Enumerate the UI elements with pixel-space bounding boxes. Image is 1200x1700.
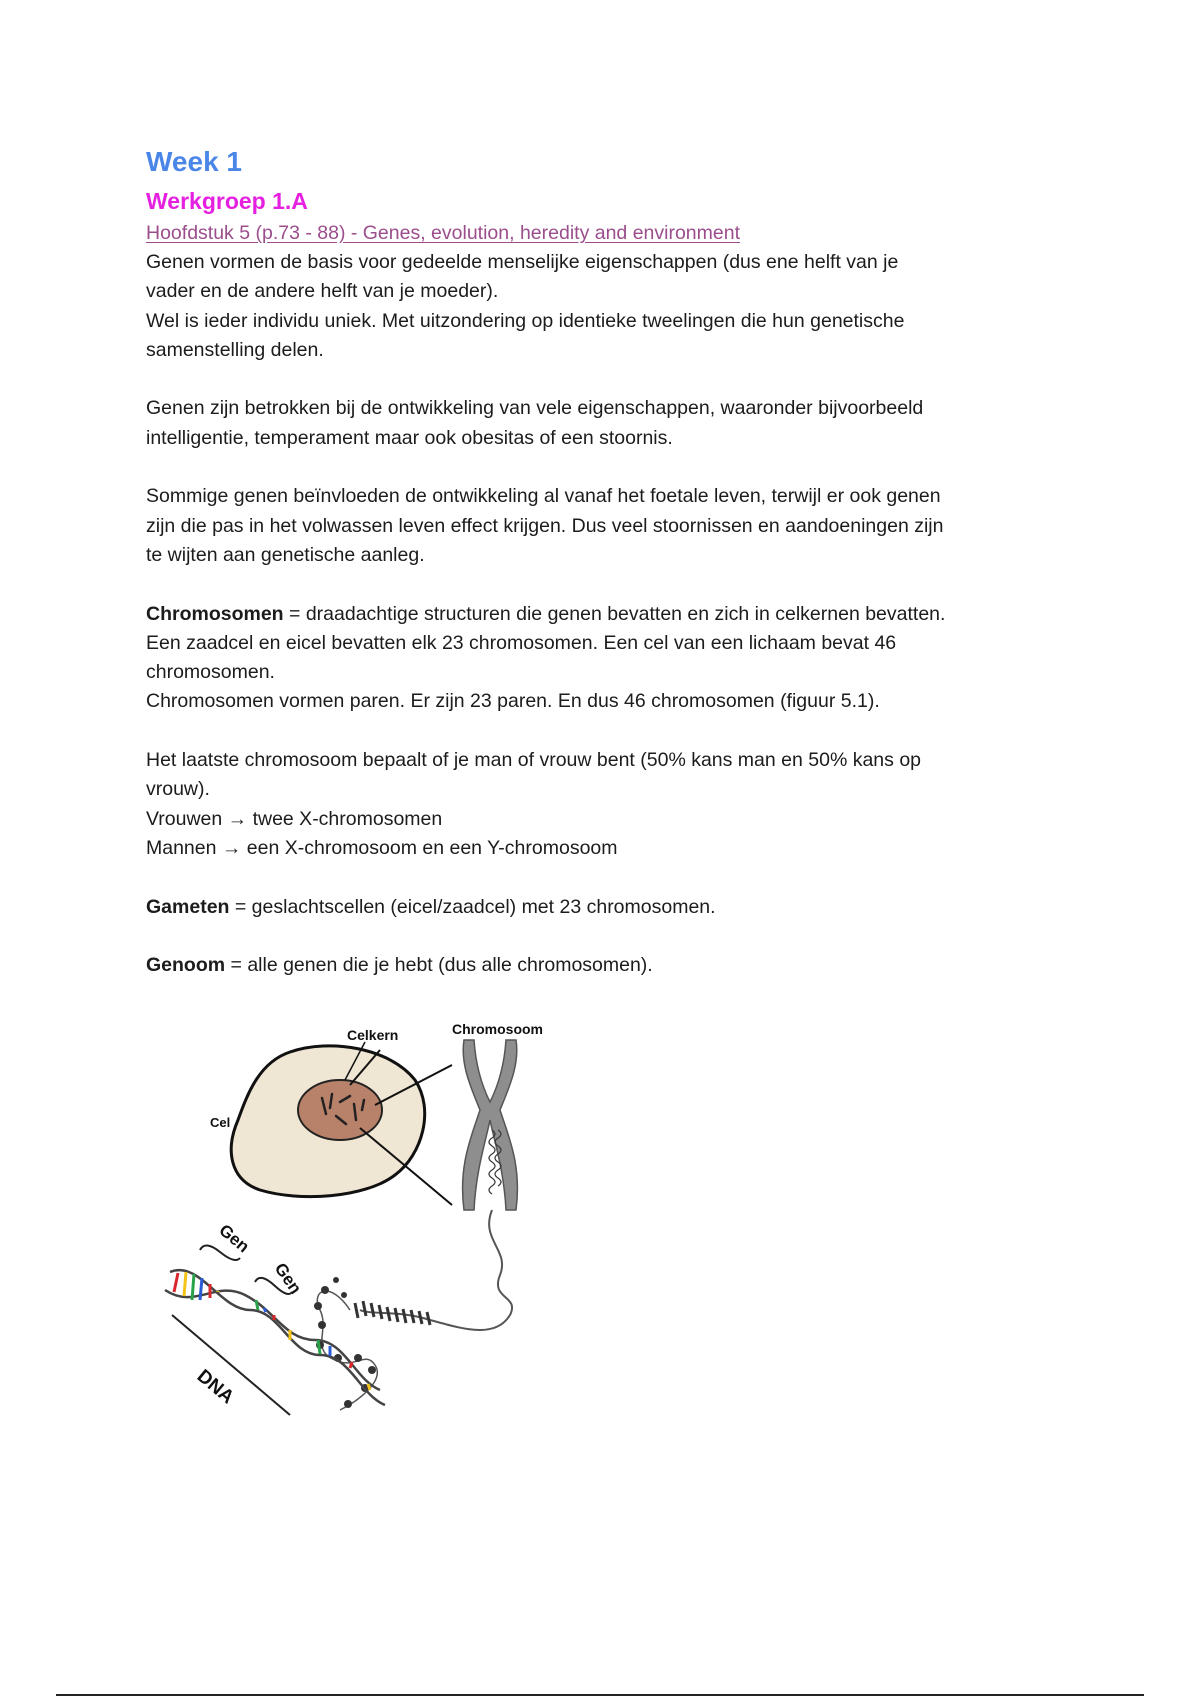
label-celkern: Celkern — [347, 1027, 399, 1043]
paragraph-line: intelligentie, temperament maar ook obesitas of een stoornis. — [146, 426, 673, 449]
paragraph-line: Genen zijn betrokken bij de ontwikkeling van vele eigenschappen, waaronder bijvoorbeeld — [146, 397, 924, 420]
genetics-figure — [160, 1010, 620, 1550]
cell-chromosome-dna-diagram — [160, 1010, 620, 1550]
paragraph-line: Chromosomen vormen paren. Er zijn 23 paren. En dus 46 chromosomen (figuur 5.1). — [146, 690, 880, 713]
label-gen-1: Gen — [215, 1220, 253, 1257]
label-cel: Cel — [210, 1115, 231, 1130]
label-dna: DNA — [192, 1365, 238, 1409]
paragraph-line: Het laatste chromosoom bepaalt of je man of vrouw bent (50% kans man en 50% kans op — [146, 749, 922, 772]
chromosome-shape — [463, 1040, 518, 1210]
chromosomen-definition — [146, 600, 1086, 629]
label-chromosoom: Chromosoom — [452, 1021, 543, 1037]
paragraph-line: Vrouwen → twee X-chromosomen — [146, 807, 443, 830]
chromosomen-def-text: = draadachtige structuren die genen bevatten en zich in celkernen bevatten. — [283, 602, 946, 625]
werkgroep-heading: Werkgroep 1.A — [146, 188, 308, 214]
week-heading: Week 1 — [146, 146, 242, 177]
chromosomen-term: Chromosomen — [146, 602, 284, 625]
paragraph-line: Genen vormen de basis voor gedeelde menselijke eigenschappen (dus ene helft van je — [146, 251, 899, 273]
paragraph-line: Mannen → een X-chromosoom en een Y-chromosoom — [146, 836, 618, 859]
nucleus-shape — [298, 1080, 382, 1140]
body-text — [146, 248, 1086, 980]
paragraph-line: Wel is ieder individu uniek. Met uitzondering op identieke tweelingen die hun genetische — [146, 309, 905, 332]
gameten-def-text: = geslachtscellen (eicel/zaadcel) met 23 chromosomen. — [229, 895, 716, 918]
paragraph-line: Sommige genen beïnvloeden de ontwikkeling al vanaf het foetale leven, terwijl er ook genen — [146, 485, 941, 508]
gameten-term: Gameten — [146, 895, 230, 918]
genoom-definition — [146, 951, 1086, 980]
hoofdstuk-link[interactable]: Hoofdstuk 5 (p.73 - 88) - Genes, evolution, heredity and environment — [146, 222, 740, 244]
paragraph-line: vader en de andere helft van je moeder). — [146, 280, 499, 303]
paragraph-line: Een zaadcel en eicel bevatten elk 23 chromosomen. Een cel van een lichaam bevat 46 — [146, 631, 897, 654]
label-gen-2: Gen — [270, 1259, 306, 1298]
gameten-definition — [146, 893, 1086, 922]
paragraph-line: te wijten aan genetische aanleg. — [146, 543, 425, 566]
page-bottom-rule — [56, 1694, 1144, 1696]
chromatin-fiber — [360, 1210, 512, 1330]
nucleosome-beads — [314, 1277, 376, 1408]
paragraph-line: zijn die pas in het volwassen leven effect krijgen. Dus veel stoornissen en aandoeningen zijn — [146, 514, 944, 537]
paragraph-line: samenstelling delen. — [146, 338, 324, 361]
paragraph-line: chromosomen. — [146, 661, 275, 684]
paragraph-line: vrouw). — [146, 778, 210, 801]
genoom-term: Genoom — [146, 954, 226, 977]
genoom-def-text: = alle genen die je hebt (dus alle chromosomen). — [225, 954, 653, 977]
